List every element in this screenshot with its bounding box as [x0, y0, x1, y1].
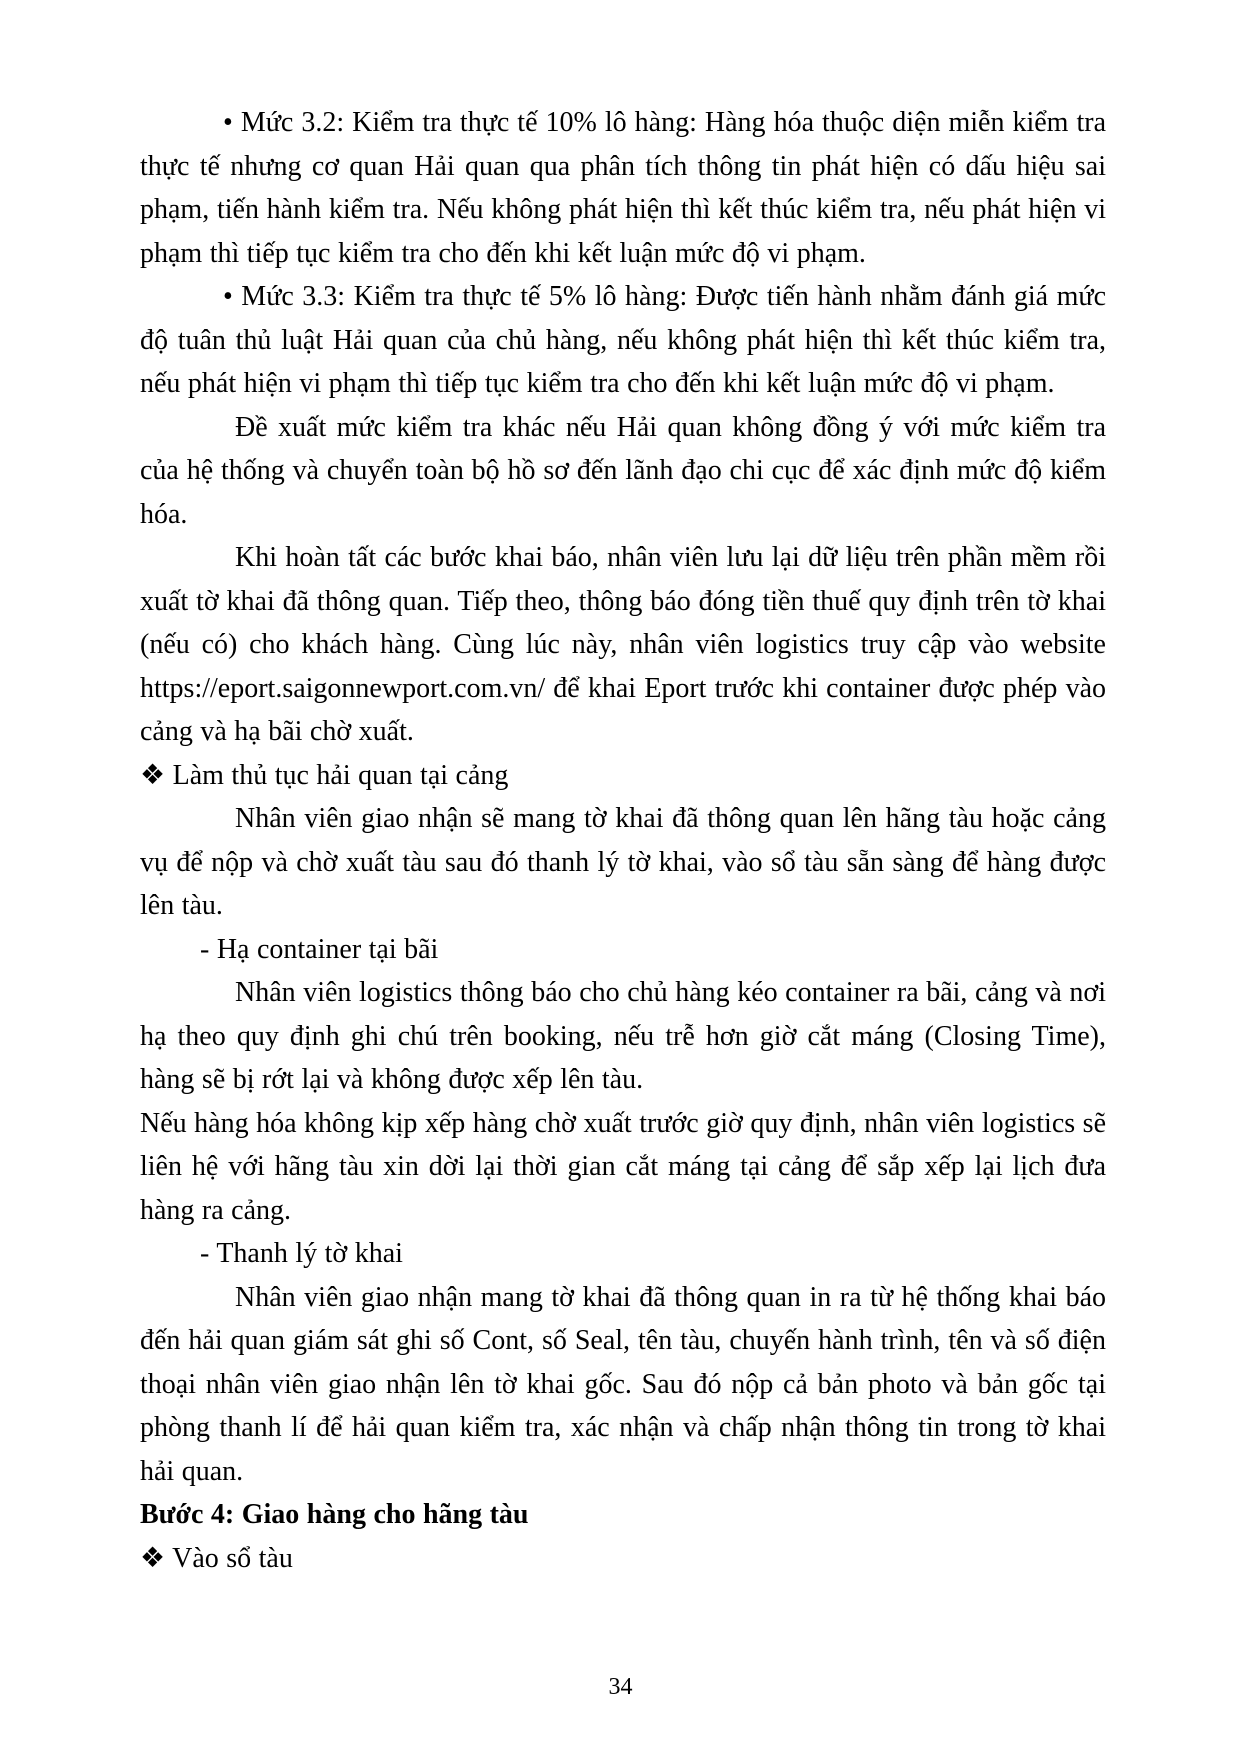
paragraph-khi-hoan-tat-khai-bao: Khi hoàn tất các bước khai báo, nhân viên lưu lại dữ liệu trên phần mềm rồi xuất tờ khai đã thông quan. Tiếp theo, thông báo đóng tiền thuế quy định trên tờ khai (nếu có) cho khách hàng. Cùng lúc này, nhân viên logistics truy cập vào website https://eport.saigonnewport.com.vn/ để khai Eport trước khi container được phép vào cảng và hạ bãi chờ xuất. [140, 542, 1106, 747]
document-body [140, 101, 1106, 1580]
paragraph-muc-3-3: • Mức 3.3: Kiểm tra thực tế 5% lô hàng: Được tiến hành nhằm đánh giá mức độ tuân thủ luật Hải quan của chủ hàng, nếu không phát hiện thì kết thúc kiểm tra, nếu phát hiện vi phạm thì tiếp tục kiểm tra cho đến khi kết luận mức độ vi phạm. [140, 281, 1106, 399]
subheading-vao-so-tau: ❖ Vào sổ tàu [140, 1542, 293, 1574]
heading-buoc-4-giao-hang-cho-hang-tau: Bước 4: Giao hàng cho hãng tàu [140, 1499, 529, 1530]
subheading-thanh-ly-to-khai: - Thanh lý tờ khai [200, 1238, 403, 1269]
paragraph-neu-hang-hoa-khong-kip: Nếu hàng hóa không kịp xếp hàng chờ xuất trước giờ quy định, nhân viên logistics sẽ liên hệ với hãng tàu xin dời lại thời gian cắt máng tại cảng để sắp xếp lại lịch đưa hàng ra cảng. [140, 1107, 1106, 1226]
subheading-ha-container-tai-bai: - Hạ container tại bãi [200, 933, 439, 965]
paragraph-thong-bao-keo-container: Nhân viên logistics thông báo cho chủ hàng kéo container ra bãi, cảng và nơi hạ theo quy định ghi chú trên booking, nếu trễ hơn giờ cắt máng (Closing Time), hàng sẽ bị rớt lại và không được xếp lên tàu. [140, 977, 1106, 1095]
paragraph-de-xuat-muc-kiem-tra: Đề xuất mức kiểm tra khác nếu Hải quan không đồng ý với mức kiểm tra của hệ thống và chuyển toàn bộ hồ sơ đến lãnh đạo chi cục để xác định mức độ kiểm hóa. [140, 411, 1106, 530]
subheading-lam-thu-tuc-hai-quan-tai-cang: ❖ Làm thủ tục hải quan tại cảng [140, 759, 509, 791]
paragraph-ghi-so-cont-so-seal: Nhân viên giao nhận mang tờ khai đã thông quan in ra từ hệ thống khai báo đến hải quan giám sát ghi số Cont, số Seal, tên tàu, chuyến hành trình, tên và số điện thoại nhân viên giao nhận lên tờ khai gốc. Sau đó nộp cả bản photo và bản gốc tại phòng thanh lí để hải quan kiểm tra, xác nhận và chấp nhận thông tin trong tờ khai hải quan. [140, 1281, 1106, 1487]
page-number: 34 [608, 1674, 633, 1700]
paragraph-muc-3-2: • Mức 3.2: Kiểm tra thực tế 10% lô hàng: Hàng hóa thuộc diện miễn kiểm tra thực tế nhưng cơ quan Hải quan qua phân tích thông tin phát hiện có dấu hiệu sai phạm, tiến hành kiểm tra. Nếu không phát hiện thì kết thúc kiểm tra, nếu phát hiện vi phạm thì tiếp tục kiểm tra cho đến khi kết luận mức độ vi phạm. [140, 107, 1106, 269]
page-footer [0, 1672, 1241, 1702]
paragraph-nhan-vien-giao-nhan-mang-to-khai: Nhân viên giao nhận sẽ mang tờ khai đã thông quan lên hãng tàu hoặc cảng vụ để nộp và chờ xuất tàu sau đó thanh lý tờ khai, vào sổ tàu sẵn sàng để hàng được lên tàu. [140, 803, 1106, 921]
